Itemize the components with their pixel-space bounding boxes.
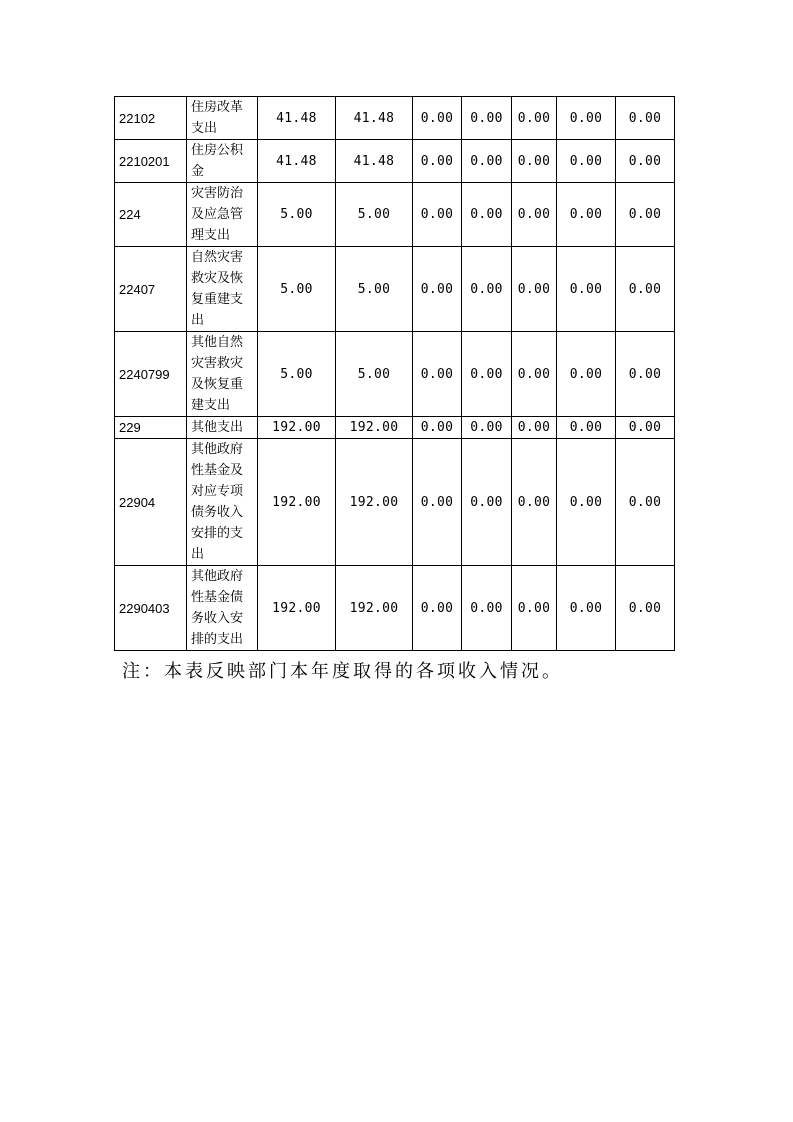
- row-value: 0.00: [616, 417, 675, 439]
- row-value: 0.00: [413, 439, 462, 566]
- row-value: 5.00: [258, 247, 336, 332]
- row-value: 0.00: [462, 247, 512, 332]
- row-value: 0.00: [462, 140, 512, 183]
- row-value: 41.48: [258, 97, 336, 140]
- row-value: 41.48: [336, 140, 413, 183]
- row-value: 0.00: [616, 97, 675, 140]
- row-name: 其他支出: [187, 417, 258, 439]
- row-value: 0.00: [557, 97, 616, 140]
- table-row: [115, 97, 675, 140]
- row-value: 0.00: [557, 566, 616, 651]
- row-value: 0.00: [462, 566, 512, 651]
- row-value: 0.00: [512, 566, 557, 651]
- row-name: 其他政府性基金债务收入安排的支出: [187, 566, 258, 651]
- table-row: [115, 183, 675, 247]
- row-code: 224: [115, 183, 187, 247]
- row-value: 0.00: [616, 439, 675, 566]
- row-value: 0.00: [616, 332, 675, 417]
- row-value: 0.00: [413, 332, 462, 417]
- row-value: 5.00: [336, 183, 413, 247]
- row-value: 0.00: [616, 566, 675, 651]
- row-value: 0.00: [557, 332, 616, 417]
- row-value: 5.00: [258, 183, 336, 247]
- row-value: 0.00: [462, 439, 512, 566]
- row-value: 0.00: [616, 183, 675, 247]
- row-value: 0.00: [462, 417, 512, 439]
- row-value: 192.00: [258, 439, 336, 566]
- row-value: 0.00: [413, 183, 462, 247]
- row-value: 0.00: [557, 247, 616, 332]
- table-row: [115, 140, 675, 183]
- row-value: 192.00: [336, 566, 413, 651]
- row-value: 0.00: [413, 97, 462, 140]
- table-row: [115, 566, 675, 651]
- row-value: 0.00: [512, 183, 557, 247]
- row-value: 0.00: [413, 247, 462, 332]
- row-name: 住房公积金: [187, 140, 258, 183]
- row-value: 5.00: [336, 247, 413, 332]
- row-code: 22407: [115, 247, 187, 332]
- row-code: 2290403: [115, 566, 187, 651]
- row-name: 住房改革支出: [187, 97, 258, 140]
- row-value: 0.00: [512, 417, 557, 439]
- row-code: 22102: [115, 97, 187, 140]
- row-name: 其他自然灾害救灾及恢复重建支出: [187, 332, 258, 417]
- table-footnote: 注：本表反映部门本年度取得的各项收入情况。: [122, 661, 563, 682]
- row-value: 0.00: [512, 332, 557, 417]
- row-value: 192.00: [336, 439, 413, 566]
- row-value: 0.00: [557, 140, 616, 183]
- row-value: 0.00: [512, 439, 557, 566]
- row-value: 0.00: [512, 97, 557, 140]
- row-value: 192.00: [336, 417, 413, 439]
- row-name: 其他政府性基金及对应专项债务收入安排的支出: [187, 439, 258, 566]
- row-value: 0.00: [413, 566, 462, 651]
- row-name: 自然灾害救灾及恢复重建支出: [187, 247, 258, 332]
- row-code: 2210201: [115, 140, 187, 183]
- row-value: 0.00: [413, 140, 462, 183]
- row-name: 灾害防治及应急管理支出: [187, 183, 258, 247]
- table-row: [115, 417, 675, 439]
- row-value: 0.00: [616, 247, 675, 332]
- table-row: [115, 439, 675, 566]
- table-row: [115, 332, 675, 417]
- row-code: 229: [115, 417, 187, 439]
- row-code: 22904: [115, 439, 187, 566]
- row-value: 41.48: [336, 97, 413, 140]
- income-table: [114, 96, 675, 651]
- row-value: 41.48: [258, 140, 336, 183]
- row-value: 5.00: [258, 332, 336, 417]
- row-value: 5.00: [336, 332, 413, 417]
- row-code: 2240799: [115, 332, 187, 417]
- row-value: 192.00: [258, 417, 336, 439]
- row-value: 0.00: [557, 183, 616, 247]
- row-value: 192.00: [258, 566, 336, 651]
- row-value: 0.00: [557, 439, 616, 566]
- row-value: 0.00: [557, 417, 616, 439]
- row-value: 0.00: [413, 417, 462, 439]
- row-value: 0.00: [462, 183, 512, 247]
- row-value: 0.00: [512, 247, 557, 332]
- row-value: 0.00: [616, 140, 675, 183]
- row-value: 0.00: [462, 97, 512, 140]
- row-value: 0.00: [462, 332, 512, 417]
- row-value: 0.00: [512, 140, 557, 183]
- table-row: [115, 247, 675, 332]
